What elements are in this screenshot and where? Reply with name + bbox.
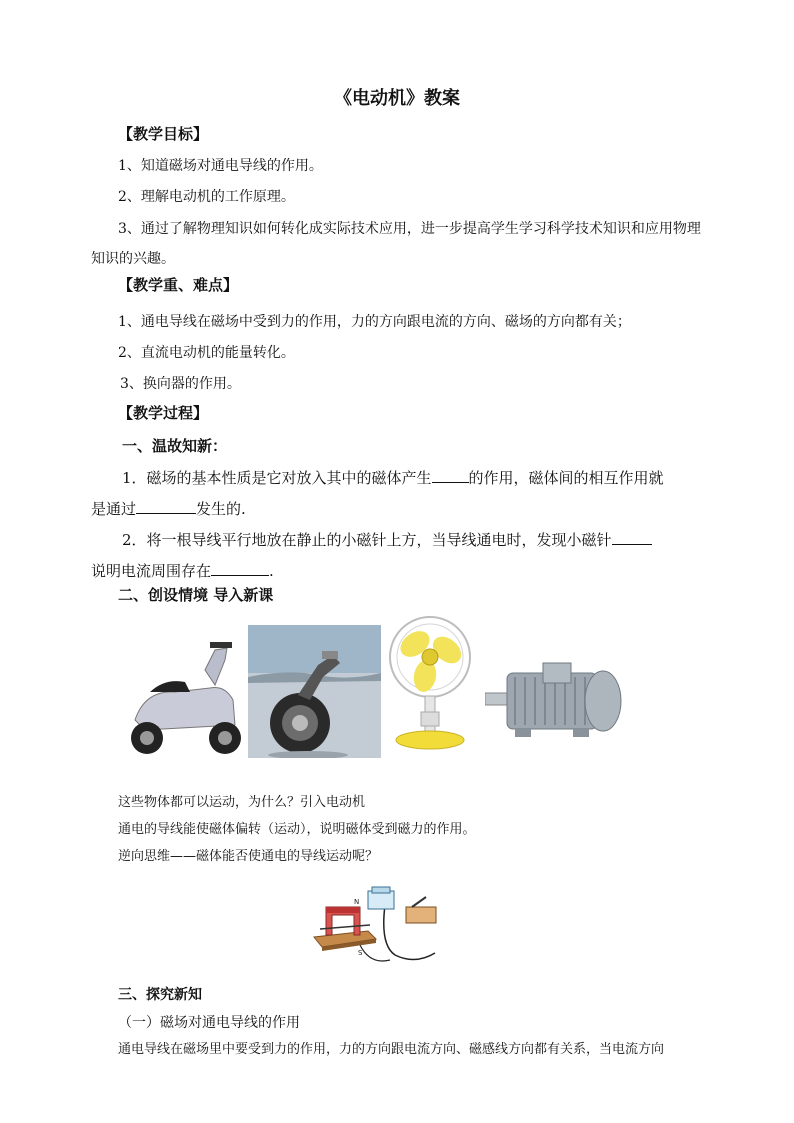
part2-heading: 二、创设情境 导入新课: [118, 586, 274, 604]
part2-line-2: 通电的导线能使磁体偏转（运动），说明磁体受到磁力的作用。: [118, 822, 476, 837]
question-1-line-1: [122, 468, 664, 487]
electric-motor-image: [485, 655, 625, 745]
monowheel-image: [248, 625, 381, 758]
answer-blank-3[interactable]: [612, 530, 652, 545]
q1-text-a: 1．磁场的基本性质是它对放入其中的磁体产生: [122, 469, 432, 487]
q2-text-c: .: [269, 562, 274, 580]
key-points-heading: 【教学重、难点】: [118, 276, 239, 294]
answer-blank-1[interactable]: [432, 468, 469, 483]
q2-text-b: 说明电流周围存在: [91, 562, 212, 580]
q1-text-d: 发生的.: [196, 500, 246, 518]
goal-item-3-cont: 知识的兴趣。: [91, 251, 175, 267]
magnet-label-n: N: [354, 898, 360, 906]
experiment-apparatus-diagram: [310, 885, 450, 970]
magnet-label-s: S: [358, 949, 363, 957]
goal-item-2: 2、理解电动机的工作原理。: [118, 189, 295, 205]
answer-blank-4[interactable]: [211, 561, 269, 576]
key-point-1: 1、通电导线在磁场中受到力的作用，力的方向跟电流的方向、磁场的方向都有关；: [118, 314, 631, 330]
part2-line-3: 逆向思维——磁体能否使通电的导线运动呢？: [118, 849, 379, 864]
page-title: 《电动机》教案: [334, 88, 460, 109]
part3-text: 通电导线在磁场里中要受到力的作用，力的方向跟电流方向、磁感线方向都有关系，当电流方向: [118, 1042, 665, 1057]
answer-blank-2[interactable]: [136, 499, 196, 514]
q1-text-c: 是通过: [91, 500, 137, 518]
process-heading: 【教学过程】: [118, 404, 209, 422]
goals-heading: 【教学目标】: [118, 125, 209, 143]
electric-fan-image: [385, 612, 475, 752]
q1-text-b: 的作用，磁体间的相互作用就: [468, 469, 664, 487]
scooter-image: [115, 630, 245, 760]
q2-text-a: 2．将一根导线平行地放在静止的小磁针上方，当导线通电时，发现小磁针: [122, 531, 612, 549]
question-2-line-1: [122, 530, 652, 549]
part3-sub-heading: （一）磁场对通电导线的作用: [118, 1015, 300, 1031]
part1-heading: 一、温故知新：: [122, 437, 228, 455]
question-1-line-2: [91, 499, 246, 518]
part3-heading: 三、探究新知: [118, 987, 202, 1003]
goal-item-1: 1、知道磁场对通电导线的作用。: [118, 158, 323, 174]
question-2-line-2: [91, 561, 274, 580]
key-point-3: 3、换向器的作用。: [120, 376, 241, 392]
key-point-2: 2、直流电动机的能量转化。: [118, 345, 295, 361]
goal-item-3: 3、通过了解物理知识如何转化成实际技术应用，进一步提高学生学习科学技术知识和应用物理: [118, 221, 701, 237]
part2-line-1: 这些物体都可以运动，为什么？引入电动机: [118, 795, 366, 810]
